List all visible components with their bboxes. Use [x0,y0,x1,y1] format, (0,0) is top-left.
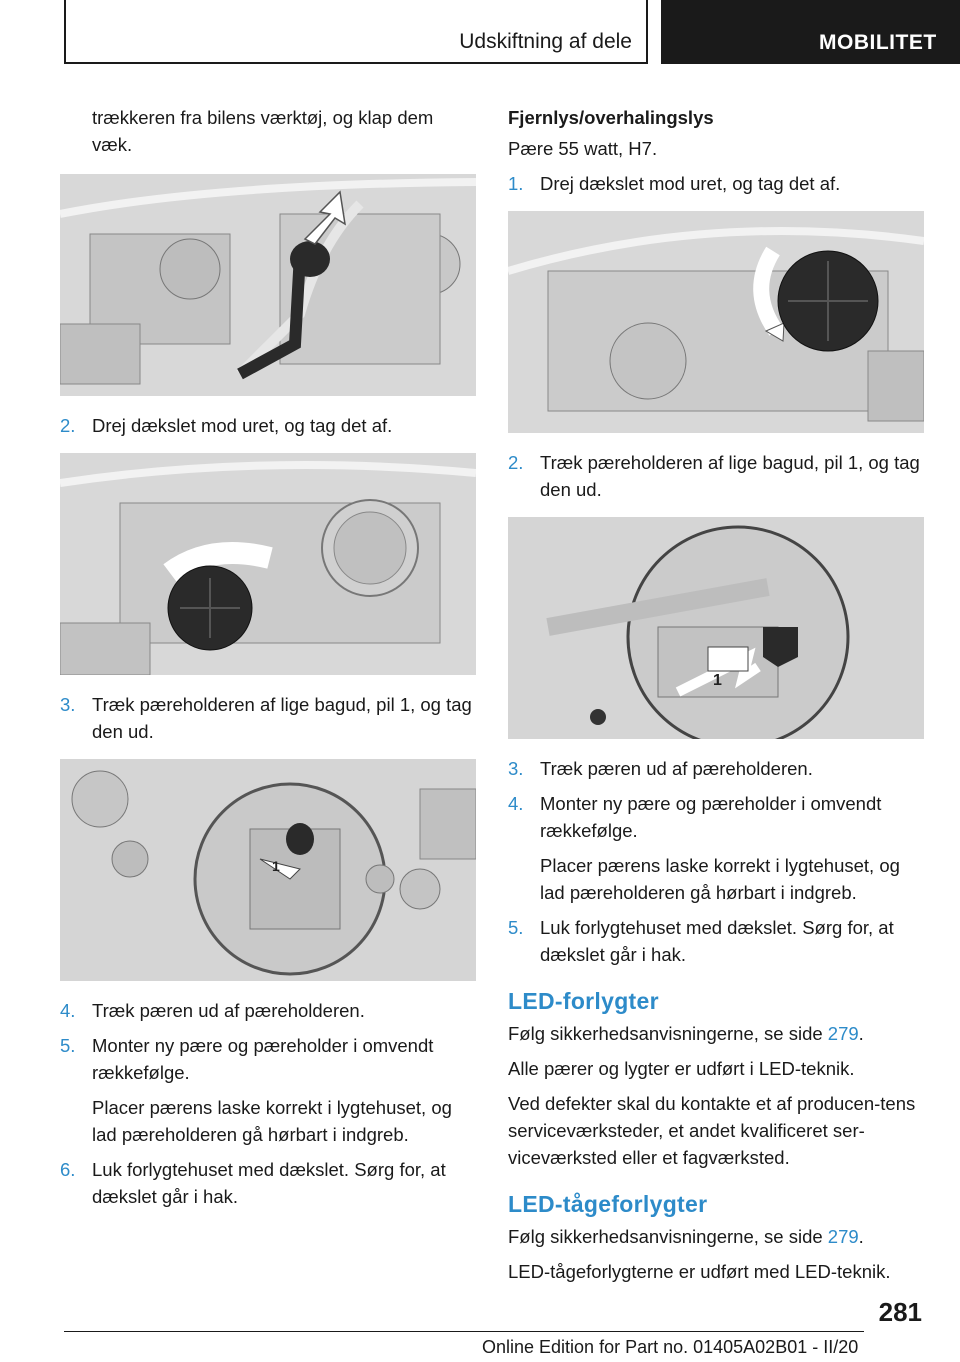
page-link-279[interactable]: 279 [827,1226,859,1247]
section-tab [64,0,648,64]
step-item: 2. Drej dækslet mod uret, og tag det af. [60,415,393,436]
step-item: 5. Luk forlygtehuset med dækslet. Sørg for, at dækslet går i hak. [508,917,894,965]
step-item: Placer pærens laske korrekt i lygtehuset, og lad pæreholderen gå hørbart i indgreb. [540,855,900,903]
step-item: 4. Monter ny pære og pæreholder i omvendt rækkefølge. [508,793,882,841]
page-header [0,0,960,66]
step-item: 2. Træk pæreholderen af lige bagud, pil 1, og tag den ud. [508,452,920,500]
led-paragraph-1: Alle pærer og lygter er udført i LED-teknik. [508,1058,855,1079]
step-item: 3. Træk pæren ud af pæreholderen. [508,758,813,779]
arrow-label-1: 1 [713,672,722,689]
right-column [508,100,924,1293]
page-link-279[interactable]: 279 [827,1023,859,1044]
section-title: Udskiftning af dele [459,30,632,53]
left-column [60,100,476,1218]
headlamp-tool-illustration [60,174,476,396]
fog-safety-note: Følg sikkerhedsanvisningerne, se side 279. [508,1226,864,1247]
section-subheading: Fjernlys/overhalingslys [508,107,714,128]
bulb-spec: Pære 55 watt, H7. [508,138,658,159]
led-fog-heading: LED-tågeforlygter [508,1191,708,1217]
highbeam-holder-illustration [508,517,924,739]
chapter-title: MOBILITET [819,31,937,54]
highbeam-cover-illustration [508,211,924,433]
arrow-label-1: 1 [272,858,280,874]
led-headlights-heading: LED-forlygter [508,988,659,1014]
led-safety-note: Følg sikkerhedsanvisningerne, se side 279. [508,1023,864,1044]
led-paragraph-2: Ved defekter skal du kontakte et af producen-tens serviceværksteder, et andet kvalificeret ser-viceværksted eller et fagværksted. [508,1093,916,1168]
intro-text: trækkeren fra bilens værktøj, og klap dem væk. [92,107,434,155]
step-item: 4. Træk pæren ud af pæreholderen. [60,1000,365,1021]
page-number: 281 [878,1297,922,1327]
step-item: 6. Luk forlygtehuset med dækslet. Sørg for, at dækslet går i hak. [60,1159,446,1207]
bulb-holder-illustration [60,759,476,981]
step-item: Placer pærens laske korrekt i lygtehuset, og lad pæreholderen gå hørbart i indgreb. [92,1097,452,1145]
cover-removal-illustration [60,453,476,675]
edition-note: Online Edition for Part no. 01405A02B01 - II/20 [482,1337,859,1357]
fog-paragraph-1: LED-tågeforlygterne er udført med LED-teknik. [508,1261,891,1282]
chapter-tab [661,0,960,64]
step-item: 5. Monter ny pære og pæreholder i omvendt rækkefølge. [60,1035,434,1083]
step-item: 3. Træk pæreholderen af lige bagud, pil 1, og tag den ud. [60,694,472,742]
step-item: 1. Drej dækslet mod uret, og tag det af. [508,173,841,194]
footer-divider [64,1331,864,1332]
